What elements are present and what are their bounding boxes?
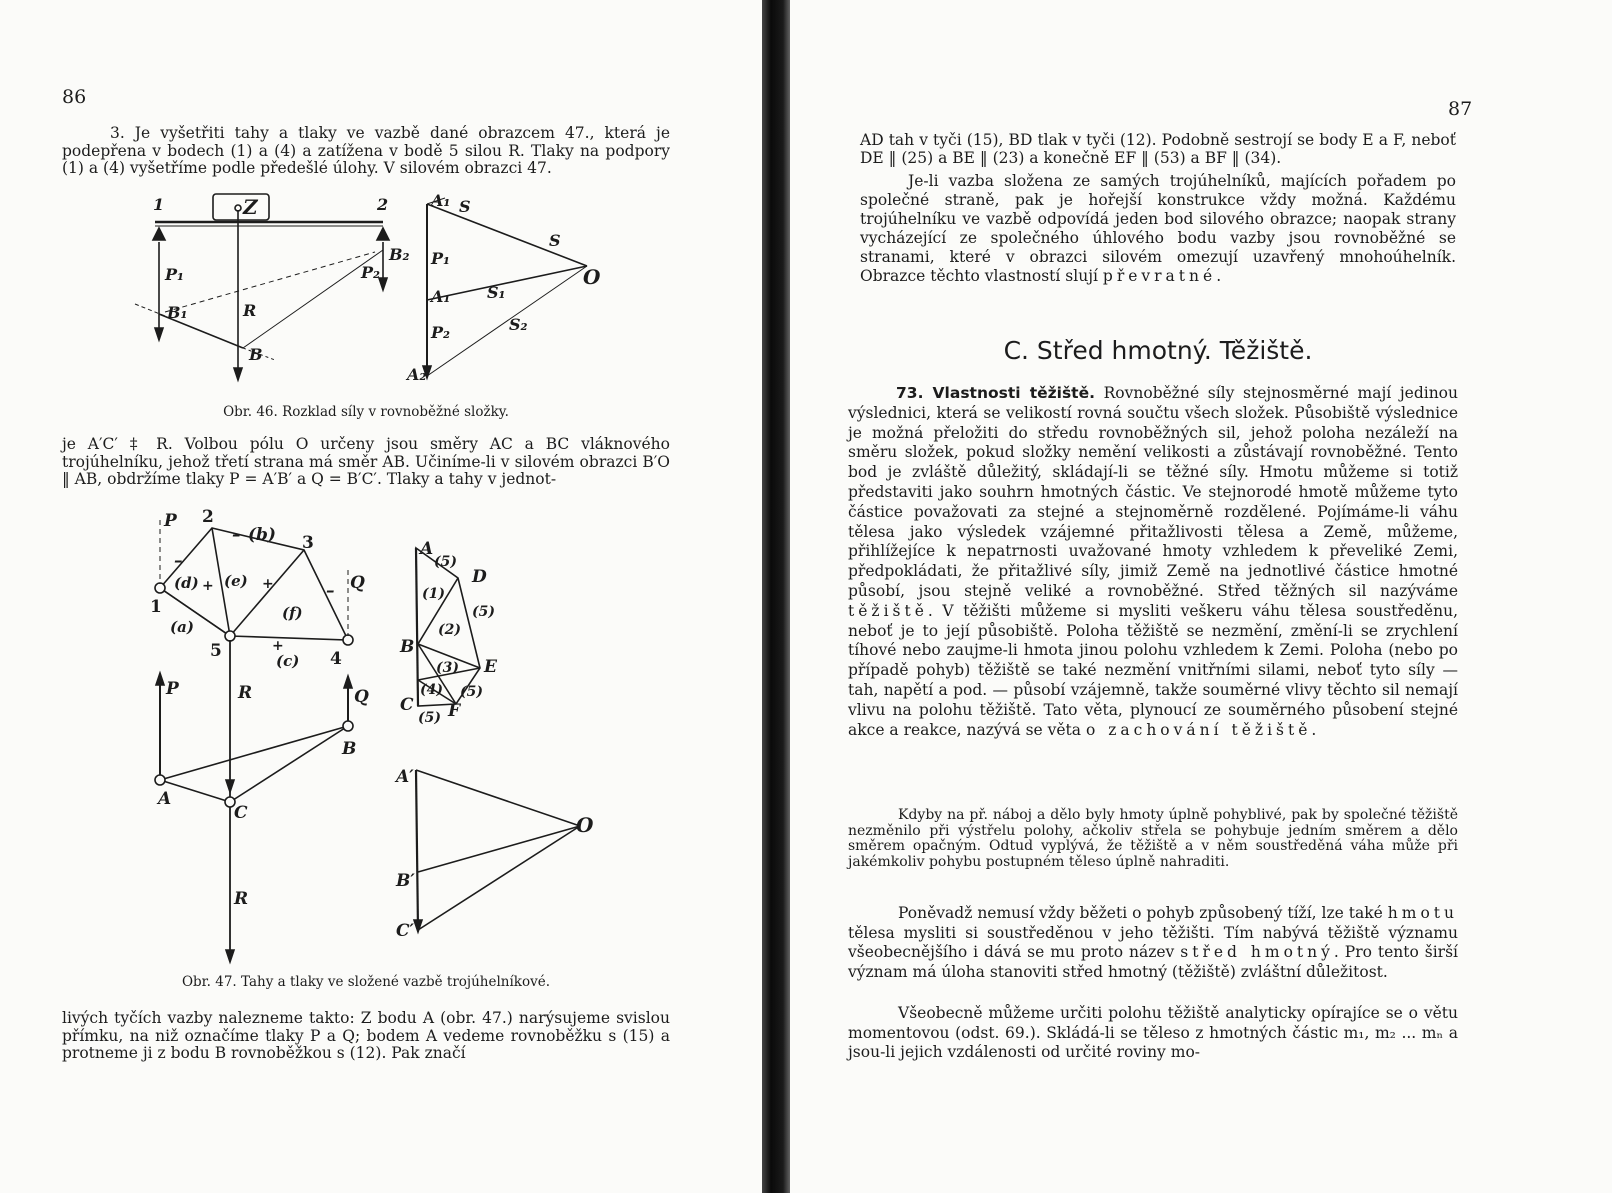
fig47-label: R <box>234 889 249 909</box>
fig46-label: R <box>243 301 257 320</box>
fig46-label: A₁ <box>431 191 451 210</box>
fig47-label: – <box>232 525 241 545</box>
text-span: Rovnoběžné síly stejnosměrné mají jedinou výslednici, která se velikostí rovná součtu všech složek. Působiště výslednice je možná přeložiti do středu rovnoběžných sil, jehož poloha nezáleží na směru složek, pokud složky nemění velikosti a zůstávají rovnoběžné. Tento bod je zvláště důležitý, skládají-li se těžné síly. Hmotu můžeme si totiž představiti jako souhrn hmotných částic. Ve stejnorodé hmotě můžeme tyto částice považovati za stejné a stejnoměrně rozdělené. Pojímáme-li váhu tělesa jako výsledek vzájemné přitažlivosti tělesa a Země, můžeme, přihlížejíce k nepatrnosti uvažované hmoty vzhledem k převeliké Zemi, předpokládati, že přitažlivé síly, jimiž Země na jednotlivé částice hmotné působí, jsou stejně veliké a rovnoběžné. Střed těžných sil nazýváme <box>848 384 1459 600</box>
fig47-label: – <box>174 551 183 571</box>
section-title: C. Střed hmotný. Těžiště. <box>1003 336 1313 365</box>
spaced-term: hmotu <box>1387 904 1458 922</box>
fig46-label: B₁ <box>167 303 188 322</box>
fig46-label: B₂ <box>389 245 410 264</box>
fig46-label: B <box>249 345 263 364</box>
fig46-label: O <box>583 265 601 289</box>
fig47-label: (1) <box>422 586 445 602</box>
fig47-label: + <box>272 638 284 654</box>
paragraph: livých tyčích vazby nalezneme takto: Z bodu A (obr. 47.) narýsujeme svislou přímku, na niž označíme tlaky P a Q; bodem A vedeme rovnoběžku s (15) a protneme ji z bodu B rovnoběžkou s (12). Pak značí <box>62 1009 670 1062</box>
text-span: . <box>1216 267 1222 285</box>
fig47-label: (5) <box>460 684 483 700</box>
fig47-label: – <box>326 581 335 601</box>
fig46-label: P₂ <box>431 323 451 342</box>
fig47-label: (d) <box>174 574 199 592</box>
fig47-label: B′ <box>396 871 415 891</box>
spaced-term: o zachování těžiště <box>1085 720 1312 739</box>
fig46-label: S <box>459 197 471 216</box>
paragraph: Všeobecně můžeme určiti polohu těžiště analyticky opírajíce se o větu momentovou (odst. 69.). Skládá-li se těleso z hmotných částic m₁, m₂ ... mₙ a jsou-li jejich vzdálenosti od určité roviny mo- <box>848 1004 1458 1061</box>
book-gutter <box>762 0 792 1193</box>
fig46-label: S <box>549 231 561 250</box>
spaced-term: těžiště <box>848 601 928 620</box>
fig47-label: (b) <box>248 525 276 545</box>
fig47-label: (5) <box>472 604 495 620</box>
fig47-label: Q <box>354 687 369 707</box>
fig47-label: P <box>166 679 179 699</box>
fig47-label: D <box>472 567 487 587</box>
paragraph <box>860 172 1456 286</box>
text-span: tělesa mysliti si soustředěnou v jeho těžišti. Tím nabývá těžiště významu všeobecnějšího i dává se mu proto název <box>848 923 1458 961</box>
fig46-label: P₂ <box>361 263 381 282</box>
figure-caption: Obr. 47. Tahy a tlaky ve složené vazbě trojúhelníkové. <box>181 974 551 990</box>
fig47-label: (a) <box>170 618 194 636</box>
paragraph: je A′C′ ‡ R. Volbou pólu O určeny jsou směry AC a BC vláknového trojúhelníku, jehož třetí strana má směr AB. Učiníme-li v silovém obrazci B′O ‖ AB, obdržíme tlaky P = A′B′ a Q = B′C′. Tlaky a tahy v jednot- <box>62 435 670 488</box>
fig47-label: (5) <box>434 554 457 570</box>
figure-47 <box>140 500 620 970</box>
left-page <box>0 0 768 1193</box>
fig47-label: 1 <box>150 597 162 617</box>
fig47-label: B <box>400 637 415 657</box>
fig47-label: A <box>158 789 172 809</box>
fig47-label: F <box>448 701 461 721</box>
text-span: . <box>1311 720 1317 739</box>
page-number: 86 <box>62 86 87 108</box>
text-span: . V těžišti můžeme si mysliti veškeru váhu tělesa soustředěnu, neboť je to její působiště. Poloha těžiště se nezmění, změní-li se zrychlení tíhové nebo zaujme-li hmota jinou polohu vzhledem k Zemi. Poloha (nebo po případě pohyb) těžiště se také nezmění vnitřními silami, neboť tyto síly — tah, napětí a pod. — působí vzájemně, takže souměrné vlivy těchto sil nemají vlivu na polohu těžiště. Tato věta, plynoucí ze souměrného působení stejné akce a reakce, nazývá se věta <box>848 601 1458 739</box>
fig46-label: 2 <box>377 195 389 214</box>
paragraph <box>848 904 1458 982</box>
fig47-label: C <box>400 695 414 715</box>
paragraph <box>848 384 1458 740</box>
spaced-term: převratné <box>1102 267 1217 285</box>
fig47-label: C′ <box>396 921 415 941</box>
fig46-label: P₁ <box>431 249 451 268</box>
small-paragraph: Kdyby na př. náboj a dělo byly hmoty úplně pohyblivé, pak by společné těžiště nezměnilo při výstřelu polohy, ačkoliv střela se pohybuje jedním směrem a dělo směrem opačným. Odtud vyplývá, že těžiště a v něm soustředěná váha může při jakémkoliv pohybu postupném těleso úplně nahraditi. <box>848 807 1458 870</box>
fig46-label: 1 <box>153 195 165 214</box>
fig47-label: 5 <box>210 641 222 661</box>
fig47-label: E <box>484 657 497 677</box>
right-page <box>790 0 1612 1193</box>
figure-caption: Obr. 46. Rozklad síly v rovnoběžné složky. <box>223 404 509 420</box>
fig47-label: A <box>420 539 434 559</box>
fig46-label: P₁ <box>165 265 185 284</box>
fig46-label: S₁ <box>487 283 506 302</box>
text-span: . Pro tento širší význam má úloha stanoviti střed hmotný (těžiště) zvláštní důležitost. <box>848 943 1458 981</box>
fig47-label: (5) <box>418 710 441 726</box>
paragraph: AD tah v tyči (15), BD tlak v tyči (12). Podobně sestrojí se body E a F, neboť DE ‖ (25) a BE ‖ (23) a konečně EF ‖ (53) a BF ‖ (34). <box>860 131 1456 167</box>
fig47-label: O <box>576 813 594 837</box>
fig47-label: C <box>234 803 248 823</box>
spaced-term: střed hmotný <box>1180 943 1334 961</box>
fig47-label: Q <box>350 573 365 593</box>
fig46-label: Z <box>243 195 258 219</box>
fig46-label: A₂ <box>407 365 427 384</box>
fig47-label: 4 <box>330 649 342 669</box>
fig47-label: R <box>238 683 253 703</box>
fig46-label: A₁ <box>431 287 451 306</box>
fig47-label: (e) <box>224 572 248 590</box>
paragraph: 3. Je vyšetřiti tahy a tlaky ve vazbě dané obrazcem 47., která je podepřena v bodech (1) a (4) a zatížena v bodě 5 silou R. Tlaky na podpory (1) a (4) vyšetříme podle předešlé úlohy. V silovém obrazci 47. <box>62 124 670 177</box>
fig47-label: 2 <box>202 507 214 527</box>
fig47-label: 3 <box>302 533 314 553</box>
fig47-label: + <box>262 576 274 592</box>
figure-46 <box>125 188 615 398</box>
page-number: 87 <box>1448 98 1473 120</box>
fig47-label: (2) <box>438 622 461 638</box>
fig47-label: (3) <box>436 660 459 676</box>
text-span: Je-li vazba složena ze samých trojúhelníků, majících pořadem po společné straně, pak je hořejší konstrukce vždy možná. Každému trojúhelníku ve vazbě odpovídá jeden bod silového obrazce; naopak strany vycházející ze společného úhlového bodu vazby jsou rovnoběžné se stranami, které v obrazci silovém omezují uzavřený mnohoúhelník. Obrazce těchto vlastností slují <box>860 172 1456 285</box>
fig47-label: + <box>202 578 214 594</box>
fig47-label: (f) <box>282 604 303 622</box>
fig46-label: S₂ <box>509 315 528 334</box>
fig47-label: A′ <box>396 767 414 787</box>
paragraph-heading: 73. Vlastnosti těžiště. <box>896 384 1095 402</box>
fig47-label: (c) <box>276 652 300 670</box>
text-span: Poněvadž nemusí vždy běžeti o pohyb způsobený tíží, lze také <box>898 904 1388 922</box>
fig47-label: B <box>342 739 357 759</box>
fig47-label: P <box>164 511 177 531</box>
fig47-label: (4) <box>420 682 443 698</box>
